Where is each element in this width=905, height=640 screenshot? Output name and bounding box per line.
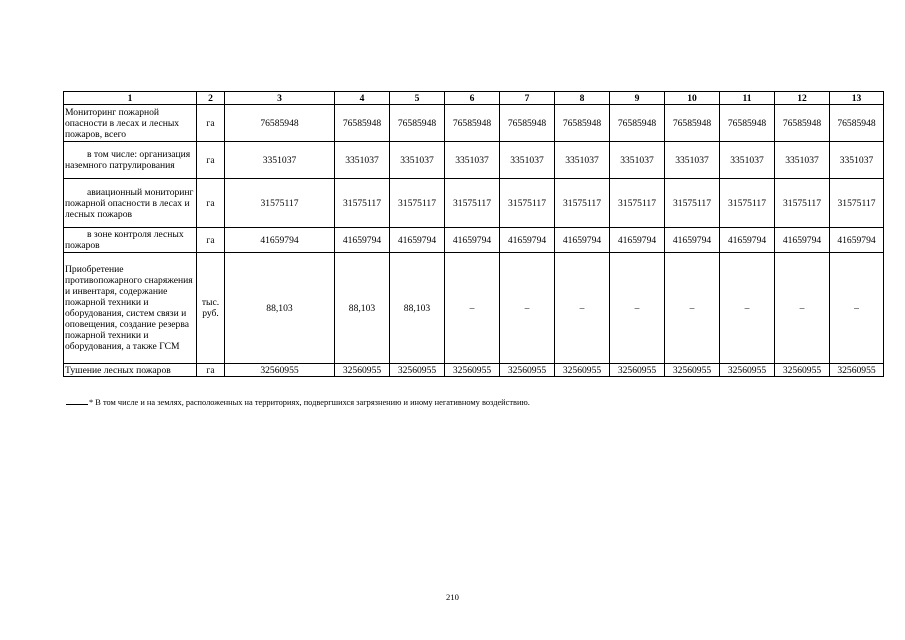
- row-label: в том числе: организация наземного патрулирования: [64, 142, 197, 179]
- table-cell: 32560955: [555, 364, 610, 377]
- table-row: [64, 142, 884, 179]
- column-header: 7: [500, 92, 555, 105]
- table-cell: 76585948: [555, 105, 610, 142]
- column-header: 4: [335, 92, 390, 105]
- row-label: в зоне контроля лесных пожаров: [64, 228, 197, 253]
- footnote-text: * В том числе и на землях, расположенных на территориях, подвергшихся загрязнению и иному негативному воздействию.: [89, 398, 530, 407]
- table-cell: 41659794: [445, 228, 500, 253]
- table-cell: 32560955: [335, 364, 390, 377]
- table-cell: 32560955: [830, 364, 884, 377]
- row-label: авиационный мониторинг пожарной опасности в лесах и лесных пожаров: [64, 179, 197, 228]
- row-unit: га: [197, 142, 225, 179]
- table-cell: 76585948: [610, 105, 665, 142]
- table-cell: 3351037: [445, 142, 500, 179]
- column-header: 10: [665, 92, 720, 105]
- table-cell: 76585948: [720, 105, 775, 142]
- table-cell: 3351037: [720, 142, 775, 179]
- table-cell: 88,103: [390, 253, 445, 364]
- table-cell: –: [830, 253, 884, 364]
- table-cell: 31575117: [830, 179, 884, 228]
- table-cell: 76585948: [665, 105, 720, 142]
- column-header: 11: [720, 92, 775, 105]
- table-cell: 31575117: [720, 179, 775, 228]
- table-cell: 31575117: [610, 179, 665, 228]
- table-cell: 76585948: [335, 105, 390, 142]
- column-header: 2: [197, 92, 225, 105]
- table-cell: 31575117: [500, 179, 555, 228]
- table-cell: 31575117: [335, 179, 390, 228]
- table-cell: –: [775, 253, 830, 364]
- row-unit: га: [197, 228, 225, 253]
- column-header: 5: [390, 92, 445, 105]
- table-cell: 32560955: [610, 364, 665, 377]
- table-cell: 88,103: [225, 253, 335, 364]
- row-label: Тушение лесных пожаров: [64, 364, 197, 377]
- table-cell: 41659794: [390, 228, 445, 253]
- table-cell: 41659794: [555, 228, 610, 253]
- table-row: [64, 253, 884, 364]
- table-cell: 76585948: [225, 105, 335, 142]
- table-cell: 76585948: [445, 105, 500, 142]
- table-cell: 76585948: [500, 105, 555, 142]
- table-cell: –: [500, 253, 555, 364]
- table-cell: 76585948: [390, 105, 445, 142]
- table-cell: 3351037: [335, 142, 390, 179]
- table-row: [64, 228, 884, 253]
- row-unit: тыс. руб.: [197, 253, 225, 364]
- table-cell: 3351037: [830, 142, 884, 179]
- table-cell: 88,103: [335, 253, 390, 364]
- table-row: [64, 105, 884, 142]
- forest-fire-table: [63, 91, 884, 377]
- footnote: [66, 398, 530, 407]
- table-cell: 3351037: [610, 142, 665, 179]
- row-unit: га: [197, 105, 225, 142]
- table-cell: 76585948: [775, 105, 830, 142]
- column-header: 8: [555, 92, 610, 105]
- table-cell: 41659794: [610, 228, 665, 253]
- table-cell: 3351037: [555, 142, 610, 179]
- table-cell: 41659794: [225, 228, 335, 253]
- table-cell: 31575117: [390, 179, 445, 228]
- table-row: [64, 179, 884, 228]
- header-row: [64, 92, 884, 105]
- table-cell: 41659794: [335, 228, 390, 253]
- row-label: Приобретение противопожарного снаряжения и инвентаря, содержание пожарной техники и оборудования, систем связи и оповещения, создание резерва пожарной техники и оборудования, а также ГСМ: [64, 253, 197, 364]
- row-unit: га: [197, 179, 225, 228]
- table-cell: 31575117: [775, 179, 830, 228]
- table-cell: –: [720, 253, 775, 364]
- table-cell: 76585948: [830, 105, 884, 142]
- table-cell: –: [555, 253, 610, 364]
- table-cell: 3351037: [665, 142, 720, 179]
- table-cell: 41659794: [830, 228, 884, 253]
- column-header: 12: [775, 92, 830, 105]
- column-header: 13: [830, 92, 884, 105]
- table-cell: 41659794: [720, 228, 775, 253]
- column-header: 1: [64, 92, 197, 105]
- table-row: [64, 364, 884, 377]
- column-header: 6: [445, 92, 500, 105]
- table-cell: 32560955: [665, 364, 720, 377]
- table-cell: 32560955: [445, 364, 500, 377]
- table-cell: 31575117: [665, 179, 720, 228]
- table-cell: 32560955: [225, 364, 335, 377]
- table-cell: 31575117: [225, 179, 335, 228]
- row-unit: га: [197, 364, 225, 377]
- table-cell: 3351037: [390, 142, 445, 179]
- table-cell: –: [610, 253, 665, 364]
- page-number: 210: [446, 592, 459, 602]
- table-cell: –: [445, 253, 500, 364]
- table-cell: –: [665, 253, 720, 364]
- column-header: 3: [225, 92, 335, 105]
- table-cell: 32560955: [390, 364, 445, 377]
- table-cell: 31575117: [555, 179, 610, 228]
- table-cell: 3351037: [500, 142, 555, 179]
- table-cell: 41659794: [500, 228, 555, 253]
- row-label: Мониторинг пожарной опасности в лесах и лесных пожаров, всего: [64, 105, 197, 142]
- table-cell: 32560955: [775, 364, 830, 377]
- table-cell: 3351037: [775, 142, 830, 179]
- table-cell: 41659794: [665, 228, 720, 253]
- table-cell: 32560955: [720, 364, 775, 377]
- table-cell: 3351037: [225, 142, 335, 179]
- footnote-rule: [66, 404, 88, 405]
- table-cell: 41659794: [775, 228, 830, 253]
- table-cell: 32560955: [500, 364, 555, 377]
- column-header: 9: [610, 92, 665, 105]
- table-cell: 31575117: [445, 179, 500, 228]
